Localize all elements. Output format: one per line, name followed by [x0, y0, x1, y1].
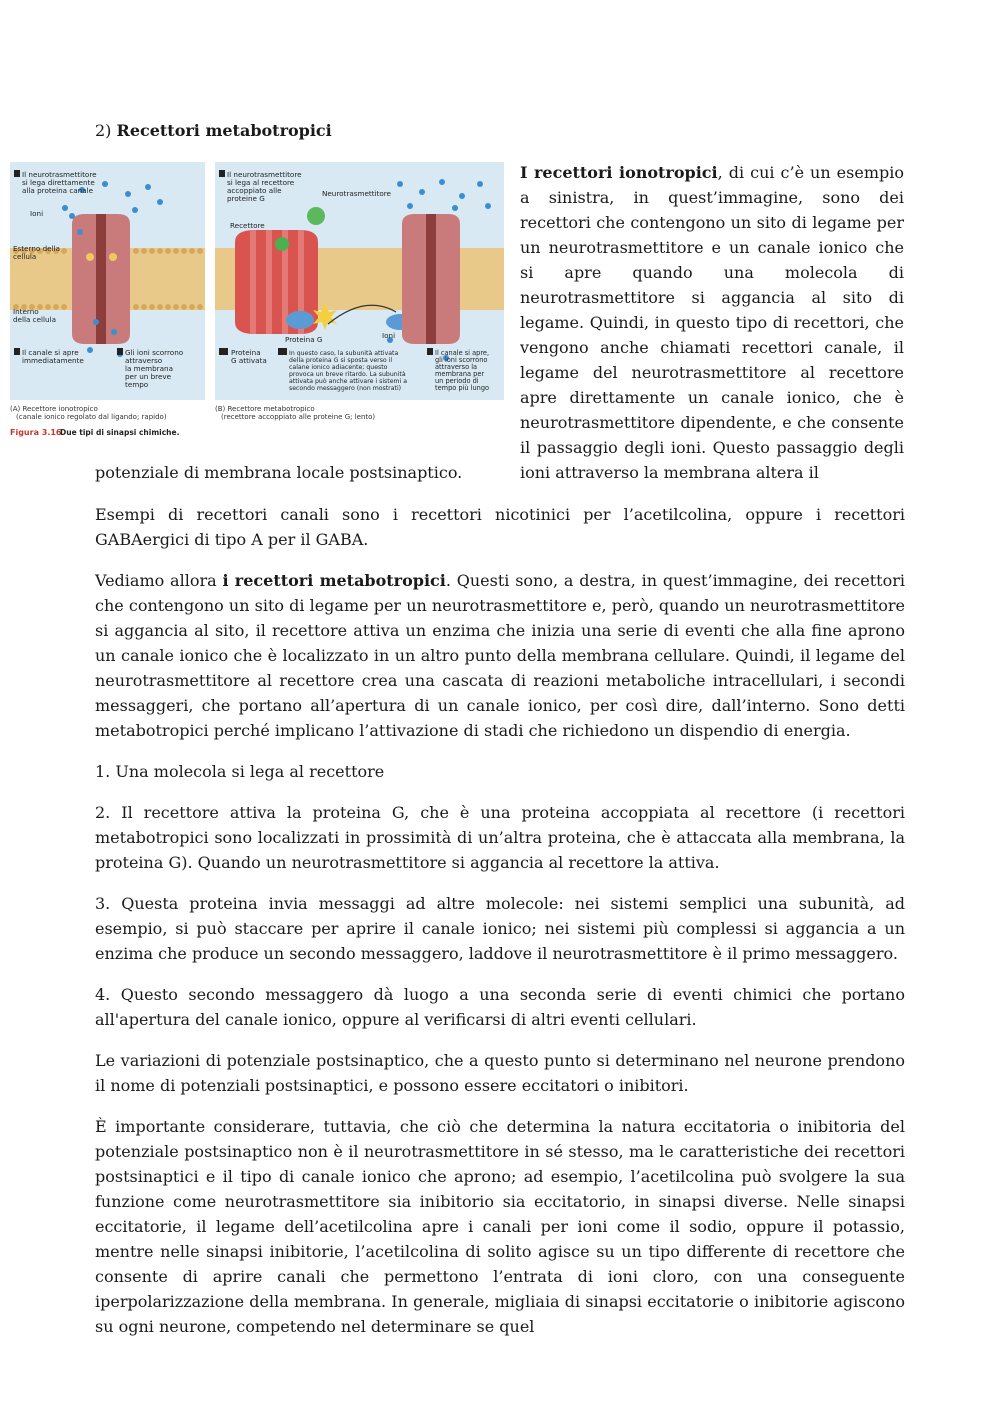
heading-number: 2) — [95, 121, 117, 140]
panel-b-step2b-line5: attivata può anche attivare i sistemi a — [289, 378, 408, 385]
panel-a-ions-label: Ioni — [30, 209, 44, 218]
panel-a-step2-line1: Il canale si apre — [22, 348, 79, 357]
panel-a-outside-line1: Esterno della — [13, 244, 60, 253]
panel-b-step2b-line4: provoca un breve ritardo. La subunità — [289, 371, 406, 378]
figure-number: Figura 3.16 — [10, 428, 62, 437]
list-item-3: 3. Questa proteina invia messaggi ad altre molecole: nei sistemi semplici una subunità, ad esempio, si può staccare per aprire il canale ionico; nei sistemi più complessi si aggancia a un enzima che produce un secondo messaggero, laddove il neurotrasmettitore è il primo messaggero. — [95, 894, 905, 963]
panel-a-step1-line2: si lega direttamente — [22, 178, 95, 187]
panel-b-step2b-line1: In questo caso, la subunità attivata — [289, 350, 399, 357]
panel-a-outside-line2: cellula — [13, 252, 37, 261]
panel-a-step3-line2: attraverso — [125, 356, 163, 365]
panel-b-gprotein-label: Proteina G — [285, 335, 323, 344]
paragraph-2-pre: Vediamo allora — [95, 571, 223, 590]
panel-b-step3-line2: gli ioni scorrono — [435, 356, 488, 364]
panel-b-ion-channel — [402, 214, 460, 344]
panel-b-step1-line2: si lega al recettore — [227, 178, 295, 187]
section-heading — [95, 120, 332, 142]
panel-a-step1-line3: alla proteina canale — [22, 186, 94, 195]
list-item-4: 4. Questo secondo messaggero dà luogo a una seconda serie di eventi chimici che portano all'apertura del canale ionico, oppure al verificarsi di altri eventi cellulari. — [95, 985, 905, 1029]
paragraph-2-bold: i recettori metabotropici — [222, 571, 446, 590]
list-item-2: 2. Il recettore attiva la proteina G, che è una proteina accoppiata al recettore (i recettori metabotropici sono localizzati in prossimità di un’altra proteina, che è attaccata alla membrana, la proteina G). Quando un neurotrasmettitore si aggancia al recettore la attiva. — [95, 803, 905, 872]
panel-b-step2a-line1: Proteina — [231, 348, 261, 357]
panel-a-inside-line2: della cellula — [13, 315, 56, 324]
panel-a-step3-line1: Gli ioni scorrono — [125, 348, 184, 357]
panel-b-neurotransmitter-label: Neurotrasmettitore — [322, 189, 391, 198]
panel-a-step1-line1: Il neurotrasmettitore — [22, 170, 97, 179]
heading-title: Recettori metabotropici — [116, 121, 332, 140]
figure-caption: Due tipi di sinapsi chimiche. — [60, 428, 180, 437]
panel-b-caption: (B) Recettore metabotropico — [215, 405, 315, 413]
intro-text: , di cui c’è un esempio a sinistra, in quest’immagine, sono dei recettori che contengono un sito di legame per un neurotrasmettitore e un canale ionico che si apre quando una molecola di neurotrasmettitore si aggancia al sito di legame. Quindi, in questo tipo di recettori, che vengono anche chiamati recettori canale, il legame del neurotrasmettitore al recettore apre direttamente un canale ionico, che è neurotrasmettitore dipendente, e che consente il passaggio degli ioni. Questo passaggio degli ioni attraverso la membrana altera il — [520, 163, 904, 482]
panel-b-step1-line3: accoppiato alle — [227, 186, 282, 195]
intro-bold: I recettori ionotropici — [520, 163, 718, 182]
panel-b-step1-line1: Il neurotrasmettitore — [227, 170, 302, 179]
paragraph-1: Esempi di recettori canali sono i recettori nicotinici per l’acetilcolina, oppure i recettori GABAergici di tipo A per il GABA. — [95, 505, 905, 549]
synapse-figure — [10, 162, 504, 440]
panel-a-step3-line3: la membrana — [125, 364, 173, 373]
panel-b-step2b-line3: calane ionico adiacente; questo — [289, 364, 388, 371]
panel-b-step1-line4: proteine G — [227, 194, 265, 203]
body-text — [95, 502, 905, 1355]
paragraph-acetylcholine: È importante considerare, tuttavia, che ciò che determina la natura eccitatoria o inibitoria del potenziale postsinaptico non è il neurotrasmettitore in sé stesso, ma le caratteristiche dei recettori postsinaptici e il tipo di canale ionico che aprono; ad esempio, l’acetilcolina può svolgere la sua funzione come neurotrasmettitore sia inibitorio sia eccitatorio, in sinapsi diverse. Nelle sinapsi eccitatorie, il legame dell’acetilcolina apre i canali per ioni come il sodio, oppure il potassio, mentre nelle sinapsi inibitorie, l’acetilcolina di solito agisce su un tipo differente di recettore che consente di aprire canali che permettono l’entrata di ioni cloro, con una conseguente iperpolarizzazione della membrana. In generale, migliaia di sinapsi eccitatorie o inibitorie agiscono su ogni neurone, competendo nel determinare se quel — [95, 1117, 905, 1336]
panel-b-step2a-line2: G attivata — [231, 356, 267, 365]
panel-b-receptor-label: Recettore — [230, 221, 265, 230]
panel-a-step2-line2: immediatamente — [22, 356, 84, 365]
list-item-1: 1. Una molecola si lega al recettore — [95, 762, 385, 781]
panel-b-step3-line6: tempo più lungo — [435, 384, 490, 392]
panel-a-subcaption: (canale ionico regolato dal ligando; rapido) — [16, 413, 167, 421]
panel-b-step2b-line6: secondo messaggero (non mostrati) — [289, 385, 402, 392]
panel-a-caption: (A) Recettore ionotropico — [10, 405, 98, 413]
panel-a-inside-line1: Interno — [13, 307, 39, 316]
panel-b-step3-line5: un periodo di — [435, 377, 479, 385]
panel-b-ions-label: Ioni — [382, 331, 396, 340]
paragraph-2-post: . Questi sono, a destra, in quest’immagine, dei recettori che contengono un sito di legame per un neurotrasmettitore e, però, quando un neurotrasmettitore si aggancia al sito, il recettore attiva un enzima che inizia una serie di eventi che alla fine aprono un canale ionico che è localizzato in un altro punto della membrana cellulare. Quindi, il legame del neurotrasmettitore al recettore crea una cascata di reazioni metaboliche intracellulari, i secondi messaggeri, che portano all’apertura di un canale ionico, per così dire, dall’interno. Sono detti metabotropici perché implicano l’attivazione di stadi che richiedono un dispendio di energia. — [95, 571, 905, 740]
panel-b-step2b-line2: della proteina G si sposta verso il — [289, 357, 393, 364]
panel-b-subcaption: (recettore accoppiato alle proteine G; lento) — [221, 413, 376, 421]
panel-b-step3-line4: membrana per — [435, 370, 485, 378]
panel-b-step3-line3: attraverso la — [435, 363, 478, 371]
intro-tail: potenziale di membrana locale postsinaptico. — [95, 463, 463, 482]
panel-a-step3-line5: tempo — [125, 380, 149, 389]
paragraph-postsynaptic: Le variazioni di potenziale postsinaptico, che a questo punto si determinano nel neurone prendono il nome di potenziali postsinaptici, e possono essere eccitatori o inibitori. — [95, 1051, 905, 1095]
intro-paragraph — [520, 160, 904, 485]
panel-a-step3-line4: per un breve — [125, 372, 172, 381]
panel-b-step3-line1: Il canale si apre, — [435, 349, 490, 357]
paragraph-2 — [95, 568, 905, 743]
